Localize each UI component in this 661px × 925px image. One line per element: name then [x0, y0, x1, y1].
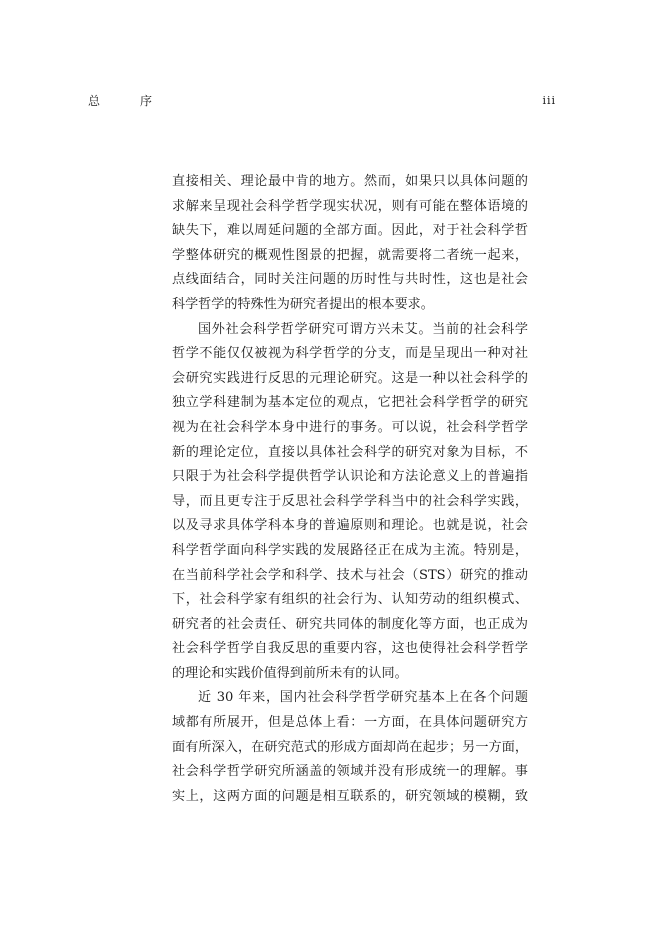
text-line: 在当前科学社会学和科学、技术与社会（STS）研究的推动	[172, 567, 528, 583]
running-head-title: 总 序	[88, 94, 167, 108]
text-line: 实上，这两方面的问题是相互联系的，研究领域的模糊，致	[172, 788, 528, 804]
text-line: 科学哲学面向科学实践的发展路径正在成为主流。特别是，	[172, 542, 528, 558]
text-line: 以及寻求具体学科本身的普遍原则和理论。也就是说，社会	[172, 518, 528, 534]
text-line: 求解来呈现社会科学哲学现实状况，则有可能在整体语境的	[172, 198, 528, 214]
text-line: 导，而且更专注于反思社会科学学科当中的社会科学实践，	[172, 493, 528, 509]
text-line: 会研究实践进行反思的元理论研究。这是一种以社会科学的	[172, 370, 528, 386]
text-line: 学整体研究的概观性图景的把握，就需要将二者统一起来，	[172, 247, 528, 263]
text-line: 近 30 年来，国内社会科学哲学研究基本上在各个问题	[198, 690, 528, 706]
page-number: iii	[542, 94, 556, 107]
text-line: 社会科学哲学研究所涵盖的领域并没有形成统一的理解。事	[172, 764, 528, 780]
text-line: 域都有所展开，但是总体上看：一方面，在具体问题研究方	[172, 715, 528, 731]
body-text	[172, 170, 528, 809]
text-line: 哲学不能仅仅被视为科学哲学的分支，而是呈现出一种对社	[172, 346, 528, 362]
text-line: 下，社会科学家有组织的社会行为、认知劳动的组织模式、	[172, 592, 528, 608]
text-line: 面有所深入，在研究范式的形成方面却尚在起步；另一方面，	[172, 739, 528, 755]
text-line: 只限于为社会科学提供哲学认识论和方法论意义上的普遍指	[172, 469, 528, 485]
text-line: 直接相关、理论最中肯的地方。然而，如果只以具体问题的	[172, 174, 528, 189]
running-head	[88, 92, 556, 110]
text-line: 研究者的社会责任、研究共同体的制度化等方面，也正成为	[172, 616, 528, 632]
text-line: 缺失下，难以周延问题的全部方面。因此，对于社会科学哲	[172, 223, 528, 239]
text-line: 独立学科建制为基本定位的观点，它把社会科学哲学的研究	[172, 395, 528, 411]
text-line: 社会科学哲学自我反思的重要内容，这也使得社会科学哲学	[172, 641, 528, 657]
text-line: 视为在社会科学本身中进行的事务。可以说，社会科学哲学	[172, 419, 528, 435]
text-line: 新的理论定位，直接以具体社会科学的研究对象为目标，不	[172, 444, 528, 460]
text-line: 点线面结合，同时关注问题的历时性与共时性，这也是社会	[172, 272, 528, 288]
text-line: 的理论和实践价值得到前所未有的认同。	[172, 665, 408, 681]
text-line: 科学哲学的特殊性为研究者提出的根本要求。	[172, 296, 434, 312]
text-line: 国外社会科学哲学研究可谓方兴未艾。当前的社会科学	[198, 321, 528, 337]
